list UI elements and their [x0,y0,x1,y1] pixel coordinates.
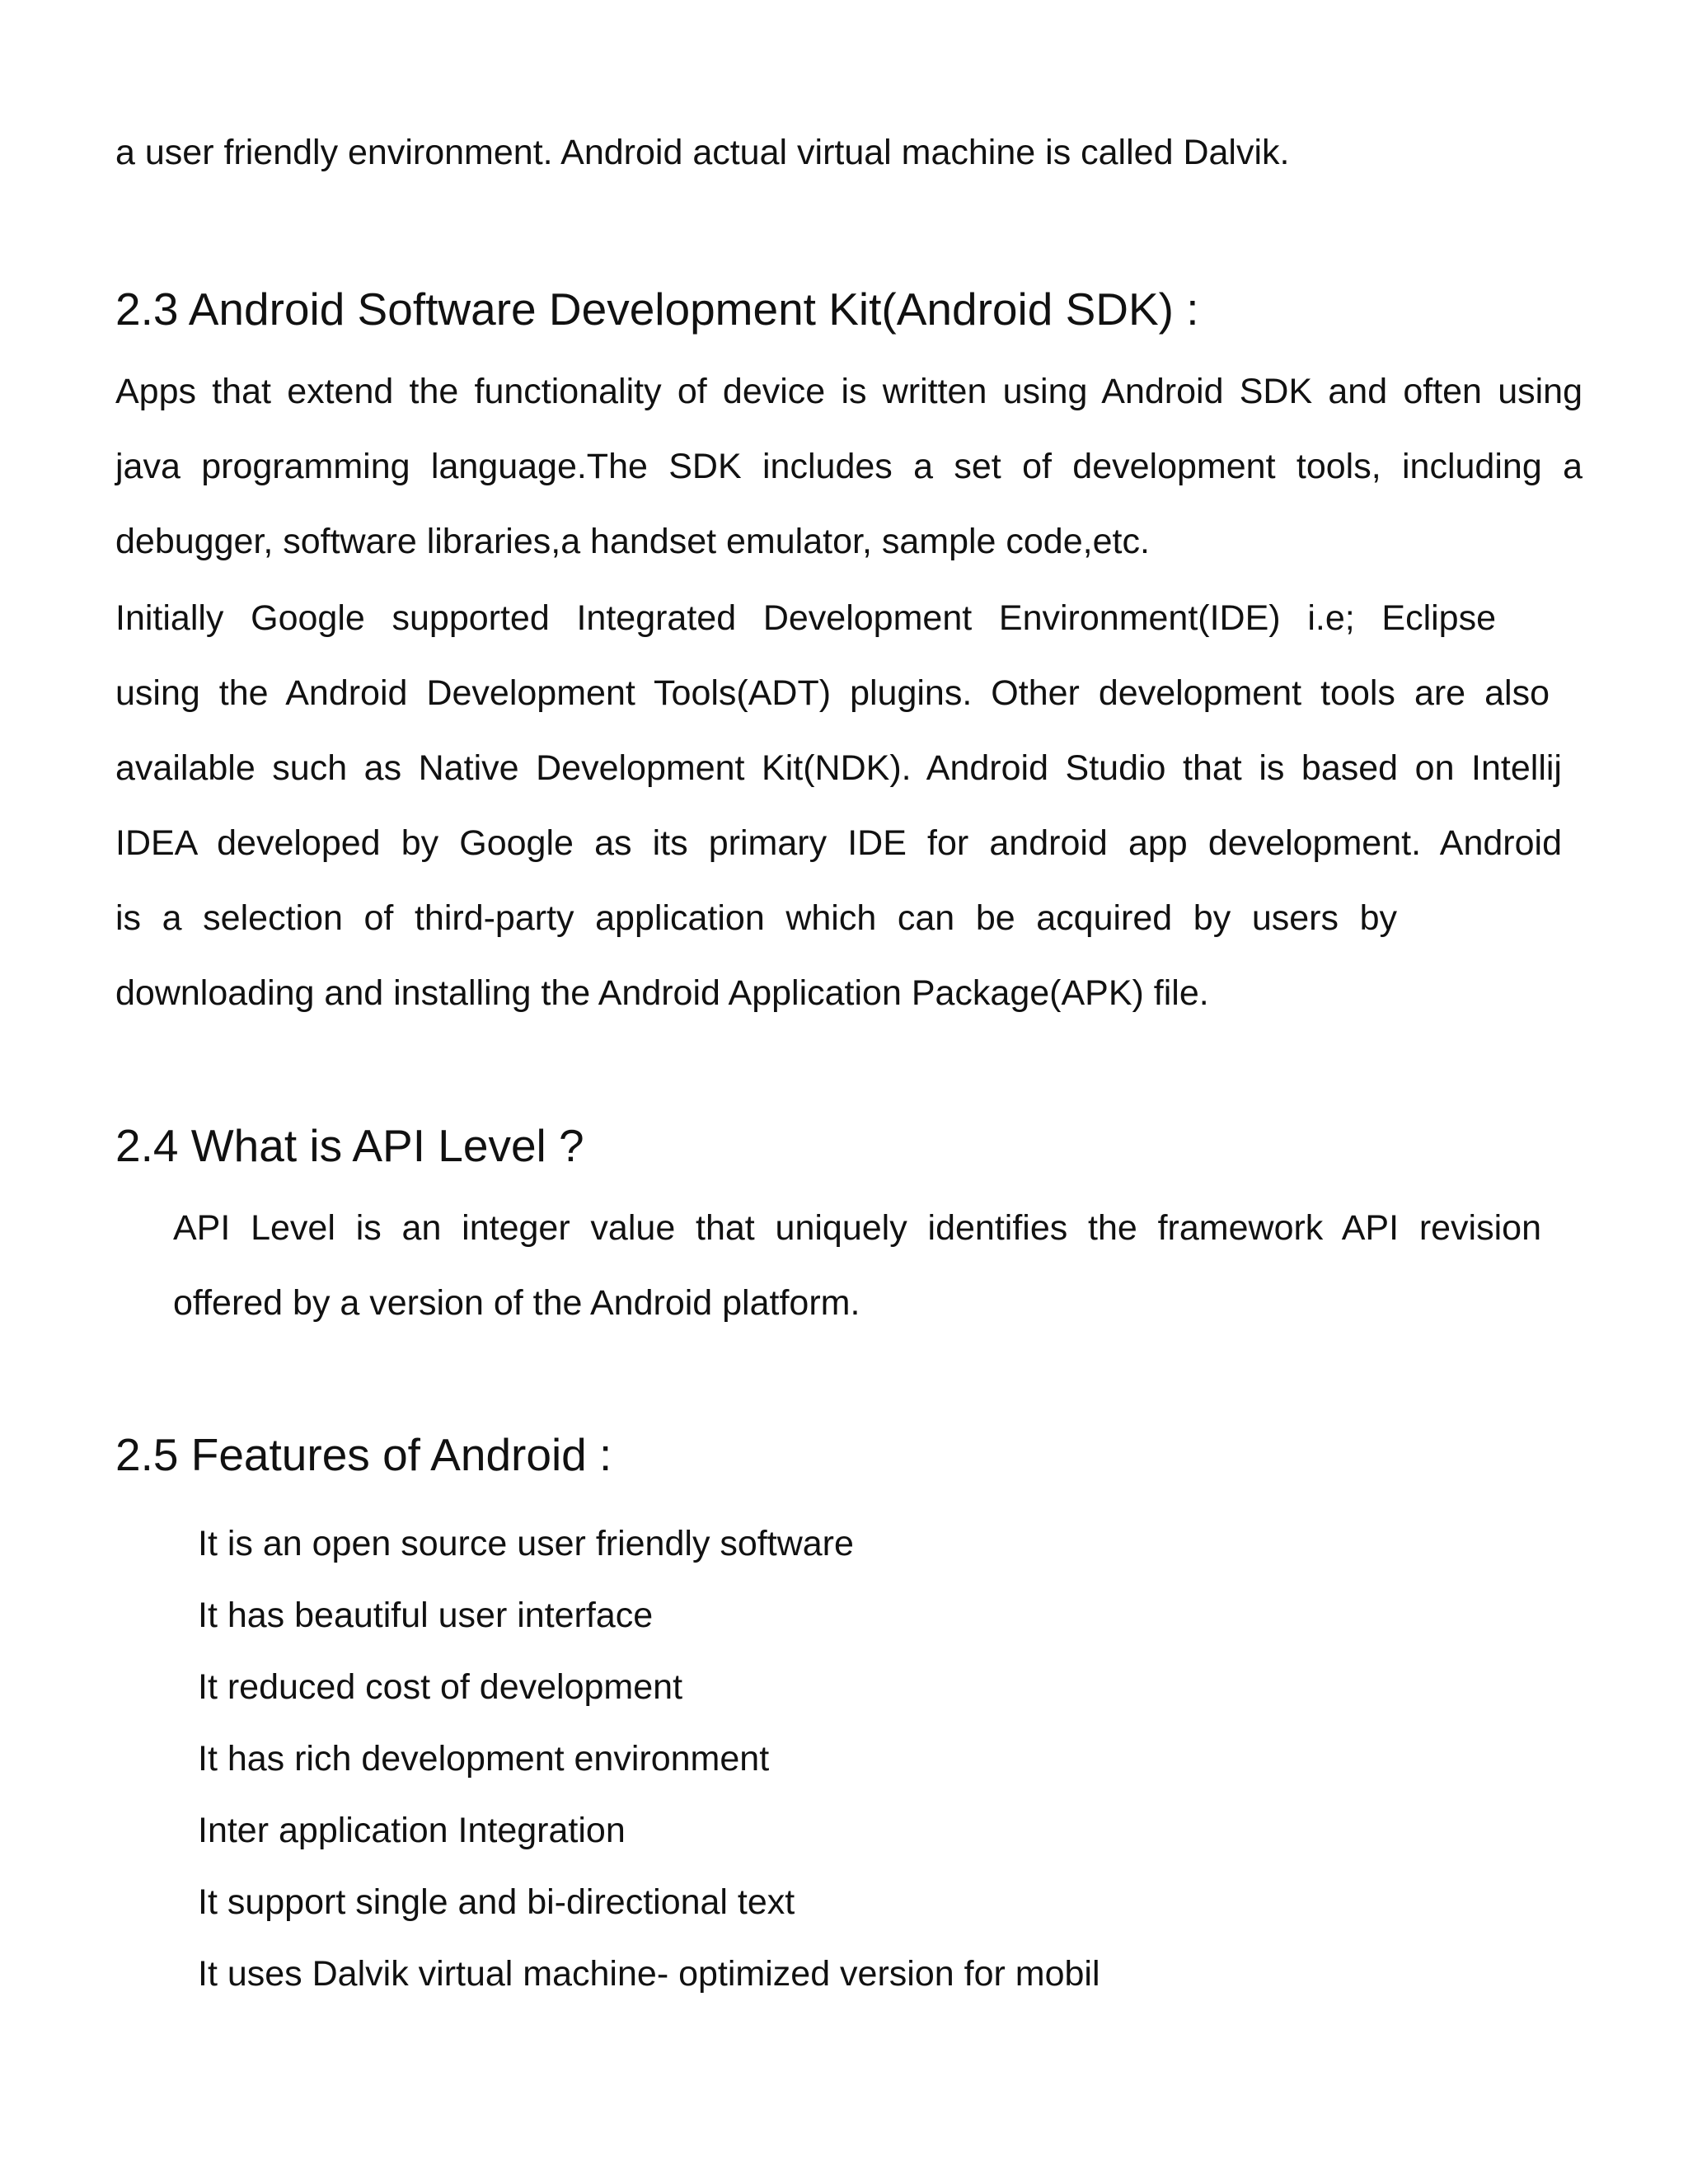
section-2-5-heading: 2.5 Features of Android : [115,1429,612,1480]
list-item: It has beautiful user interface [198,1596,654,1635]
section-2-4-paragraph [173,1191,1541,1341]
features-list [198,1508,1100,2010]
paragraph-line: debugger, software libraries,a handset emulator, sample code,etc. [115,522,1150,561]
intro-line: a user friendly environment. Android actual virtual machine is called Dalvik. [115,133,1290,172]
list-item: It uses Dalvik virtual machine- optimized version for mobil [198,1954,1100,1994]
intro-paragraph [115,115,1582,190]
list-item: It support single and bi-directional text [198,1882,795,1922]
section-2-3-paragraph-1 [115,354,1582,579]
paragraph-line: offered by a version of the Android platform. [173,1283,860,1323]
paragraph-line: Apps that extend the functionality of device is written using Android SDK and often using [115,372,1582,411]
paragraph-line: using the Android Development Tools(ADT) plugins. Other development tools are also [115,673,1550,713]
paragraph-line: API Level is an integer value that uniquely identifies the framework API revision [173,1208,1541,1248]
paragraph-line: downloading and installing the Android Application Package(APK) file. [115,973,1209,1013]
paragraph-line: available such as Native Development Kit(NDK). Android Studio that is based on Intellij [115,748,1562,788]
paragraph-line: Initially Google supported Integrated Development Environment(IDE) i.e; Eclipse [115,598,1496,638]
section-2-4-heading: 2.4 What is API Level ? [115,1120,584,1171]
list-item: It has rich development environment [198,1739,770,1779]
list-item: It is an open source user friendly software [198,1524,854,1563]
section-2-3-paragraph-2 [115,581,1582,1031]
paragraph-line: java programming language.The SDK includes a set of development tools, including a [115,447,1582,486]
list-item: It reduced cost of development [198,1667,683,1707]
paragraph-line: IDEA developed by Google as its primary IDE for android app development. Android [115,823,1562,863]
paragraph-line: is a selection of third-party application which can be acquired by users by [115,898,1397,938]
section-2-3-heading: 2.3 Android Software Development Kit(Android SDK) : [115,284,1199,335]
list-item: Inter application Integration [198,1811,626,1850]
